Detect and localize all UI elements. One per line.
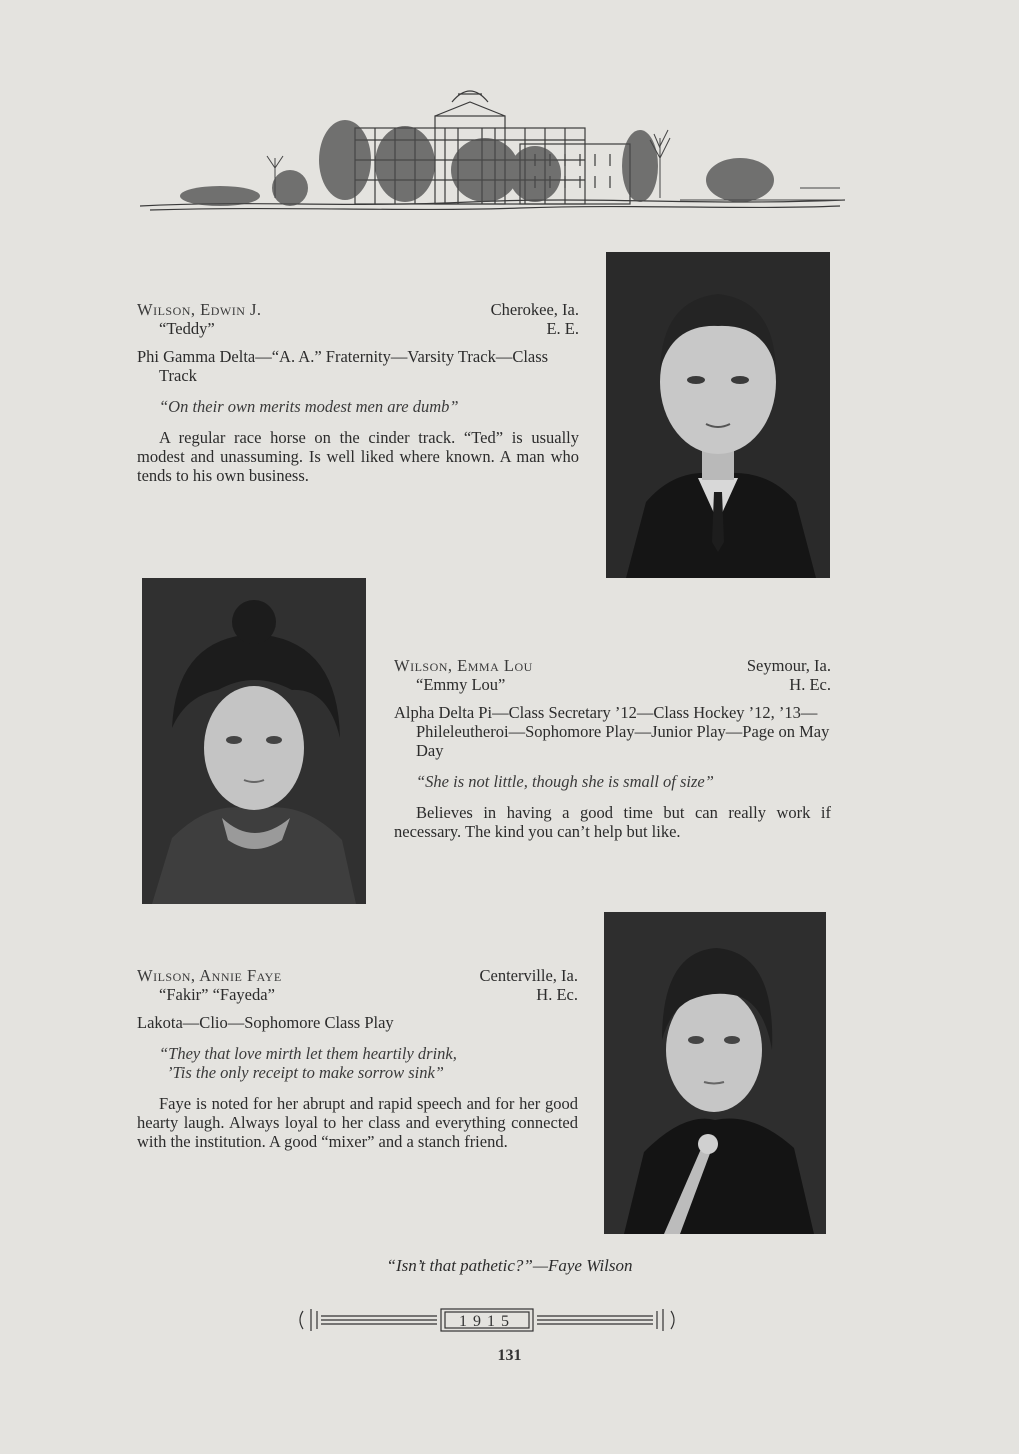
quote-line: “They that love mirth let them heartily drink, [159, 1044, 457, 1063]
student-description: Faye is noted for her abrupt and rapid speech and for her good hearty laugh. Always loyal to her class and everything connected with the institution. A good “mixer” and a stanch friend. [137, 1094, 578, 1151]
student-activities: Lakota—Clio—Sophomore Class Play [137, 1013, 394, 1032]
student-name: Wilson, Edwin J. [137, 300, 262, 319]
student-name: Wilson, Annie Faye [137, 966, 282, 985]
student-portrait-edwin [606, 252, 830, 578]
portrait-image [606, 252, 830, 578]
student-activities: Alpha Delta Pi—Class Secretary ’12—Class Hockey ’12, ’13—Phileleutheroi—Sophomore Play—Junior Play—Page on May Day [394, 703, 830, 760]
page-caption: “Isn’t that pathetic?”—Faye Wilson [386, 1256, 633, 1275]
student-quote: “She is not little, though she is small of size” [416, 772, 714, 791]
student-description: Believes in having a good time but can really work if necessary. The kind you can’t help but like. [394, 803, 831, 841]
year-text: 1915 [459, 1313, 515, 1330]
student-course: E. E. [546, 319, 579, 338]
student-entry-edwin [137, 300, 579, 485]
student-description: A regular race horse on the cinder track. “Ted” is usually modest and unassuming. Is well liked where known. A man who tends to his own business. [137, 428, 579, 485]
student-hometown: Cherokee, Ia. [490, 300, 579, 319]
student-course: H. Ec. [536, 985, 578, 1004]
student-nickname: “Teddy” [159, 319, 215, 338]
student-quote [137, 1044, 578, 1082]
student-name: Wilson, Emma Lou [394, 656, 533, 675]
portrait-image [604, 912, 826, 1234]
student-activities: Phi Gamma Delta—“A. A.” Fraternity—Varsity Track—Class Track [137, 347, 549, 385]
campus-illustration [140, 88, 845, 218]
student-course: H. Ec. [789, 675, 831, 694]
portrait-image [142, 578, 366, 904]
student-portrait-faye [604, 912, 826, 1234]
student-hometown: Centerville, Ia. [479, 966, 578, 985]
quote-line: ’Tis the only receipt to make sorrow sink” [167, 1063, 444, 1082]
student-quote: “On their own merits modest men are dumb” [159, 397, 459, 416]
year-banner [297, 1305, 677, 1335]
student-nickname: “Fakir” “Fayeda” [159, 985, 275, 1004]
student-entry-emma [394, 656, 831, 841]
student-hometown: Seymour, Ia. [746, 656, 831, 675]
student-nickname: “Emmy Lou” [416, 675, 506, 694]
page-number: 131 [497, 1347, 522, 1364]
student-portrait-emma [142, 578, 366, 904]
student-entry-faye [137, 966, 578, 1151]
